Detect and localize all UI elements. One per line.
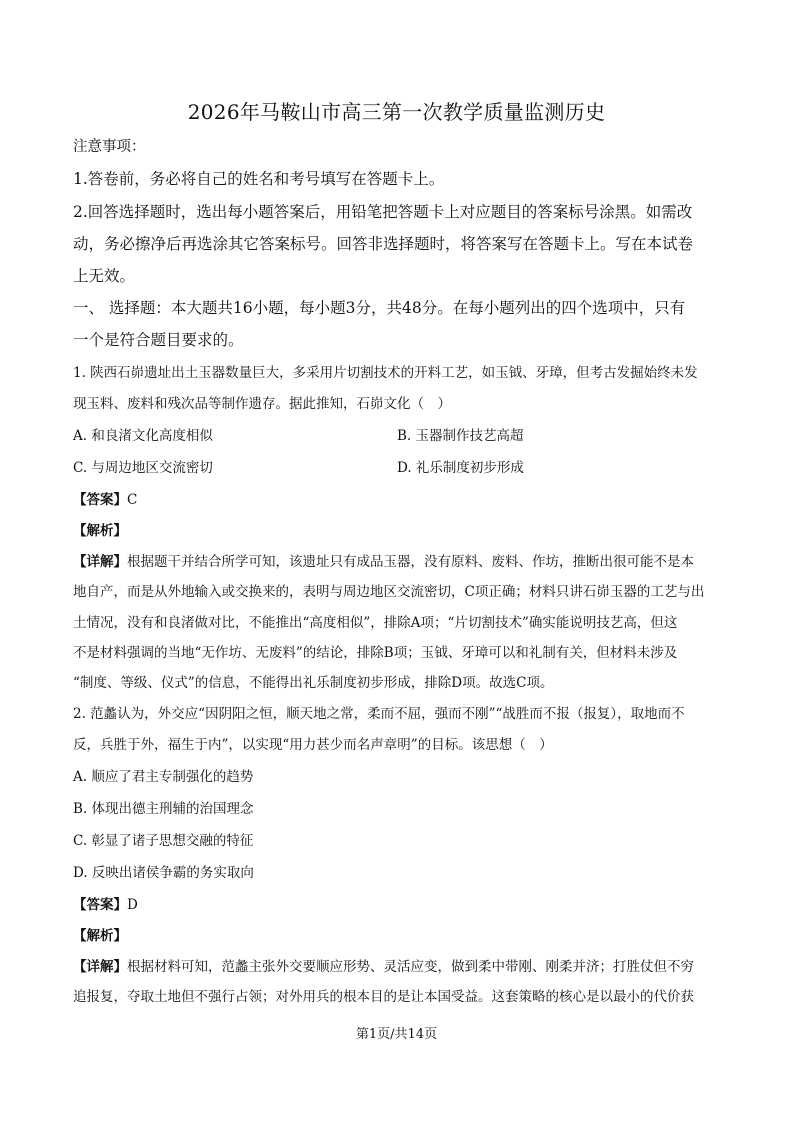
q1-detail-line: 地自产，而是从外地输入或交换来的，表明与周边地区交流密切，C项正确；材料只讲石峁玉器的工艺与出 — [73, 584, 705, 600]
q1-option-a: A. 和良渚文化高度相似 — [73, 428, 213, 444]
detail-label: 【详解】 — [73, 959, 127, 975]
q1-detail-line: 不是材料强调的当地“无作坊、无废料”的结论，排除B项；玉钺、牙璋可以和礼制有关，但材料未涉及 — [73, 645, 678, 661]
q2-detail-line — [73, 955, 694, 975]
answer-label: 【答案】 — [73, 492, 127, 508]
notes-item: 动，务必擦净后再选涂其它答案标号。回答非选择题时，将答案写在答题卡上。写在本试卷 — [73, 235, 694, 253]
q2-option-b: B. 体现出德主刑辅的治国理念 — [73, 801, 254, 817]
q1-option-d: D. 礼乐制度初步形成 — [397, 460, 524, 476]
q2-option-c: C. 彰显了诸子思想交融的特征 — [73, 833, 254, 849]
analysis-label: 【解析】 — [73, 928, 127, 944]
notes-heading: 注意事项： — [73, 139, 146, 155]
notes-item: 1.答卷前，务必将自己的姓名和考号填写在答题卡上。 — [73, 170, 445, 188]
q1-detail-line — [73, 550, 694, 570]
section-heading: 一个是符合题目要求的。 — [73, 331, 244, 349]
analysis-label: 【解析】 — [73, 523, 127, 539]
q2-detail-line: 追报复，夺取土地但不强行占领；对外用兵的根本目的是让本国受益。这套策略的核心是以最小的代价获 — [73, 989, 694, 1005]
q1-stem: 1. 陕西石峁遗址出土玉器数量巨大，多采用片切割技术的开料工艺，如玉钺、牙璋，但考古发掘始终未发 — [73, 365, 698, 381]
q1-option-b: B. 玉器制作技艺高超 — [397, 428, 524, 444]
q2-stem: 2. 范蠡认为，外交应“因阴阳之恒，顺天地之常，柔而不屈，强而不刚”“战胜而不报（报复），取地而不 — [73, 706, 685, 722]
q1-option-c: C. 与周边地区交流密切 — [73, 460, 213, 476]
page-footer: 第1页/共14页 — [355, 1027, 438, 1042]
q2-option-d: D. 反映出诸侯争霸的务实取向 — [73, 865, 254, 881]
q2-answer — [73, 893, 138, 913]
q2-stem: 反，兵胜于外，福生于内”，以实现“用力甚少而名声章明”的目标。该思想（ ） — [73, 737, 553, 753]
q2-option-a: A. 顺应了君主专制强化的趋势 — [73, 769, 254, 785]
q1-detail-line: “制度、等级、仪式”的信息，不能得出礼乐制度初步形成，排除D项。故选C项。 — [73, 675, 554, 691]
detail-text: 根据材料可知，范蠡主张外交要顺应形势、灵活应变，做到柔中带刚、刚柔并济；打胜仗但不穷 — [127, 959, 694, 975]
q1-answer — [73, 488, 137, 508]
answer-label: 【答案】 — [73, 897, 127, 913]
notes-item: 上无效。 — [73, 267, 136, 285]
q1-stem: 现玉料、废料和残次品等制作遗存。据此推知，石峁文化（ ） — [73, 396, 451, 412]
q1-detail-line: 土情况，没有和良渚做对比，不能推出“高度相似”，排除A项；“片切割技术”确实能说明技艺高，但这 — [73, 615, 678, 631]
q1-analysis — [73, 519, 127, 539]
answer-value: D — [127, 897, 138, 913]
answer-value: C — [127, 492, 138, 508]
detail-label: 【详解】 — [73, 554, 127, 570]
page-title: 2026年马鞍山市高三第一次教学质量监测历史 — [187, 100, 606, 124]
detail-text: 根据题干并结合所学可知，该遗址只有成品玉器，没有原料、废料、作坊，推断出很可能不是本 — [127, 554, 694, 570]
q2-analysis — [73, 924, 127, 944]
section-heading: 一、 选择题：本大题共16小题，每小题3分，共48分。在每小题列出的四个选项中，只有 — [73, 299, 686, 317]
notes-item: 2.回答选择题时，选出每小题答案后，用铅笔把答题卡上对应题目的答案标号涂黑。如需改 — [73, 203, 693, 221]
